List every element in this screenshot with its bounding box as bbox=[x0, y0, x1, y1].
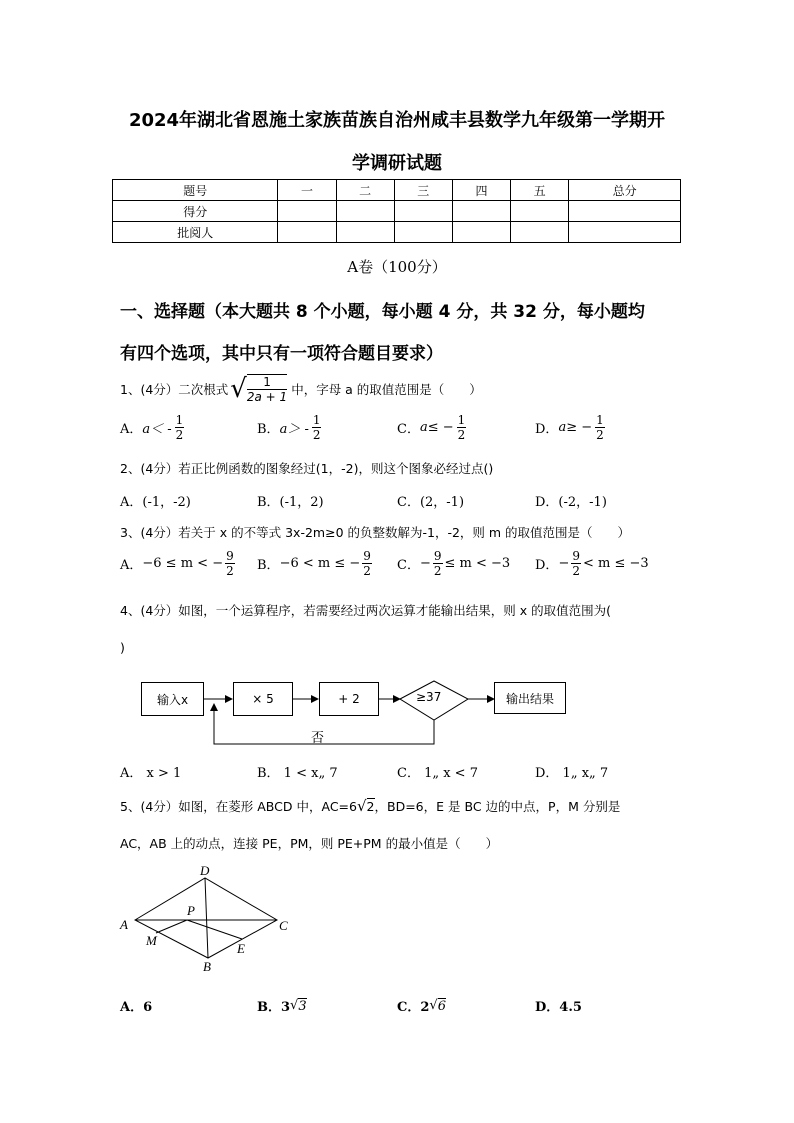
score-cell-empty[interactable] bbox=[278, 222, 336, 243]
frac-den: 2 bbox=[226, 564, 234, 578]
score-cell-empty[interactable] bbox=[569, 222, 681, 243]
option-label: B． bbox=[257, 422, 280, 437]
flow-input-box: 输入x bbox=[141, 682, 204, 716]
option-post: ≤ m < −3 bbox=[444, 556, 511, 571]
q4-option-a[interactable]: A． x > 1 bbox=[120, 766, 182, 781]
question-1 bbox=[120, 374, 482, 403]
option-relation: a＜ - bbox=[142, 422, 172, 437]
q1-option-d[interactable] bbox=[535, 414, 605, 441]
q2-option-b[interactable]: B．(-1，2) bbox=[257, 495, 324, 510]
score-cell-empty[interactable] bbox=[452, 201, 510, 222]
sqrt-symbol: √ bbox=[429, 998, 438, 1013]
option-label: A． bbox=[120, 558, 143, 573]
option-label: B． bbox=[257, 558, 280, 573]
q5-line1-pre: 5、(4分）如图，在菱形 ABCD 中，AC=6 bbox=[120, 799, 357, 814]
q5-option-d[interactable]: D．4.5 bbox=[535, 1000, 582, 1015]
frac-den: 2 bbox=[363, 564, 371, 578]
score-cell: 题号 bbox=[113, 180, 278, 201]
sqrt-symbol: √ bbox=[356, 797, 367, 815]
frac-num: 9 bbox=[572, 549, 580, 563]
page-title-line2: 学调研试题 bbox=[352, 153, 442, 174]
score-cell-empty[interactable] bbox=[452, 222, 510, 243]
grader-row-label: 批阅人 bbox=[113, 222, 278, 243]
frac-den: 2 bbox=[572, 564, 580, 578]
question-2: 2、(4分）若正比例函数的图象经过(1，-2)，则这个图象必经过点() bbox=[120, 461, 494, 476]
q3-option-a[interactable] bbox=[120, 550, 237, 577]
figure-label-e: E bbox=[237, 941, 245, 956]
option-root: 6 bbox=[437, 998, 446, 1014]
score-cell-empty[interactable] bbox=[336, 201, 394, 222]
frac-num: 9 bbox=[433, 549, 442, 563]
option-root: 3 bbox=[298, 998, 307, 1014]
question-5-line1 bbox=[120, 797, 620, 815]
page-title-line1: 2024年湖北省恩施土家族苗族自治州咸丰县数学九年级第一学期开 bbox=[128, 110, 666, 131]
score-cell: 二 bbox=[336, 180, 394, 201]
q1-option-c[interactable] bbox=[397, 414, 466, 441]
figure-label-c: C bbox=[279, 918, 288, 933]
frac-den: 2 bbox=[312, 428, 321, 442]
option-label: D． bbox=[535, 558, 559, 573]
score-cell-empty[interactable] bbox=[394, 201, 452, 222]
score-cell: 五 bbox=[511, 180, 569, 201]
q5-option-b[interactable] bbox=[257, 996, 307, 1015]
flow-no-label: 否 bbox=[311, 731, 325, 746]
flow-add-box: + 2 bbox=[319, 682, 379, 716]
score-cell-empty[interactable] bbox=[569, 201, 681, 222]
score-table-header-row bbox=[113, 180, 681, 201]
q2-option-d[interactable]: D．(-2，-1) bbox=[535, 495, 607, 510]
option-pre: − bbox=[558, 556, 570, 571]
option-pre: −6 ≤ m < − bbox=[142, 556, 224, 571]
q4-option-d[interactable]: D． 1„ x„ 7 bbox=[535, 766, 609, 781]
question-5-line2: AC，AB 上的动点，连接 PE，PM，则 PE+PM 的最小值是（ ） bbox=[120, 836, 499, 851]
score-table-grader-row bbox=[113, 222, 681, 243]
score-table bbox=[112, 179, 681, 243]
score-cell: 四 bbox=[452, 180, 510, 201]
option-label: C． bbox=[397, 558, 420, 573]
q5-option-c[interactable] bbox=[397, 996, 446, 1015]
frac-num: 1 bbox=[596, 413, 604, 427]
frac-den: 2 bbox=[596, 428, 604, 442]
q4-option-b[interactable]: B． 1 < x„ 7 bbox=[257, 766, 338, 781]
section1-heading-line1: 一、选择题（本大题共 8 个小题，每小题 4 分，共 32 分，每小题均 bbox=[120, 302, 645, 322]
flow-multiply-box: × 5 bbox=[233, 682, 293, 716]
score-cell: 一 bbox=[278, 180, 336, 201]
q3-option-c[interactable] bbox=[397, 550, 510, 577]
option-pre: − bbox=[419, 556, 431, 571]
sqrt-symbol: √ bbox=[230, 373, 247, 404]
figure-label-a: A bbox=[120, 917, 128, 932]
question-4-line2: ) bbox=[120, 640, 125, 655]
option-relation: a≥ − bbox=[558, 420, 593, 435]
frac-num: 1 bbox=[175, 413, 184, 427]
score-cell-empty[interactable] bbox=[511, 222, 569, 243]
question-3: 3、(4分）若关于 x 的不等式 3x-2m≥0 的负整数解为-1，-2，则 m 的取值范围是（ ） bbox=[120, 525, 631, 540]
figure-label-d: D bbox=[200, 863, 210, 878]
rhombus-figure bbox=[115, 862, 305, 977]
q4-option-c[interactable]: C． 1„ x < 7 bbox=[397, 766, 478, 781]
flow-output-box: 输出结果 bbox=[494, 682, 566, 714]
option-post: < m ≤ −3 bbox=[582, 556, 649, 571]
score-row-label: 得分 bbox=[113, 201, 278, 222]
option-label: A． bbox=[120, 422, 143, 437]
figure-label-b: B bbox=[203, 959, 211, 974]
frac-num: 9 bbox=[363, 549, 371, 563]
q3-option-d[interactable] bbox=[535, 550, 649, 577]
q5-option-a[interactable]: A．6 bbox=[120, 1000, 153, 1015]
question-4-line1: 4、(4分）如图，一个运算程序，若需要经过两次运算才能输出结果，则 x 的取值范围为( bbox=[120, 603, 612, 618]
q5-line1-post: ，BD=6，E 是 BC 边的中点，P，M 分别是 bbox=[374, 799, 621, 814]
sqrt-symbol: √ bbox=[290, 998, 299, 1013]
q1-num: 1 bbox=[247, 376, 287, 390]
frac-num: 9 bbox=[226, 549, 234, 563]
q1-suffix: 中，字母 a 的取值范围是（ ） bbox=[291, 381, 482, 397]
score-cell: 三 bbox=[394, 180, 452, 201]
figure-label-p: P bbox=[187, 903, 195, 918]
q3-option-b[interactable] bbox=[257, 550, 374, 577]
score-table-score-row bbox=[113, 201, 681, 222]
q1-radicand bbox=[247, 374, 287, 403]
option-label: C． bbox=[397, 422, 420, 437]
score-cell-empty[interactable] bbox=[278, 201, 336, 222]
flow-condition-label: ≥37 bbox=[416, 690, 442, 704]
option-relation: a＞ - bbox=[279, 422, 309, 437]
score-cell-empty[interactable] bbox=[394, 222, 452, 243]
q1-prefix: 1、(4分）二次根式 bbox=[120, 381, 229, 397]
q5-root: 2 bbox=[366, 799, 375, 814]
q1-option-a[interactable] bbox=[120, 414, 184, 441]
q2-option-c[interactable]: C．(2，-1) bbox=[397, 495, 465, 510]
frac-num: 1 bbox=[312, 413, 321, 427]
score-cell-empty[interactable] bbox=[511, 201, 569, 222]
figure-label-m: M bbox=[146, 933, 157, 948]
option-relation: a≤ − bbox=[419, 420, 454, 435]
q1-den: 2a + 1 bbox=[246, 390, 288, 404]
option-label: C．2 bbox=[397, 1000, 430, 1015]
section1-heading-line2: 有四个选项，其中只有一项符合题目要求） bbox=[120, 344, 443, 364]
option-pre: −6 < m ≤ − bbox=[279, 556, 361, 571]
q2-option-a[interactable]: A．(-1，-2) bbox=[120, 495, 191, 510]
option-label: B．3 bbox=[257, 1000, 291, 1015]
frac-den: 2 bbox=[457, 428, 466, 442]
frac-num: 1 bbox=[457, 413, 466, 427]
option-label: D． bbox=[535, 422, 559, 437]
volume-heading: A卷（100分） bbox=[347, 258, 447, 276]
q1-option-b[interactable] bbox=[257, 414, 321, 441]
score-cell-empty[interactable] bbox=[336, 222, 394, 243]
frac-den: 2 bbox=[433, 564, 442, 578]
frac-den: 2 bbox=[175, 428, 184, 442]
score-cell: 总分 bbox=[569, 180, 681, 201]
